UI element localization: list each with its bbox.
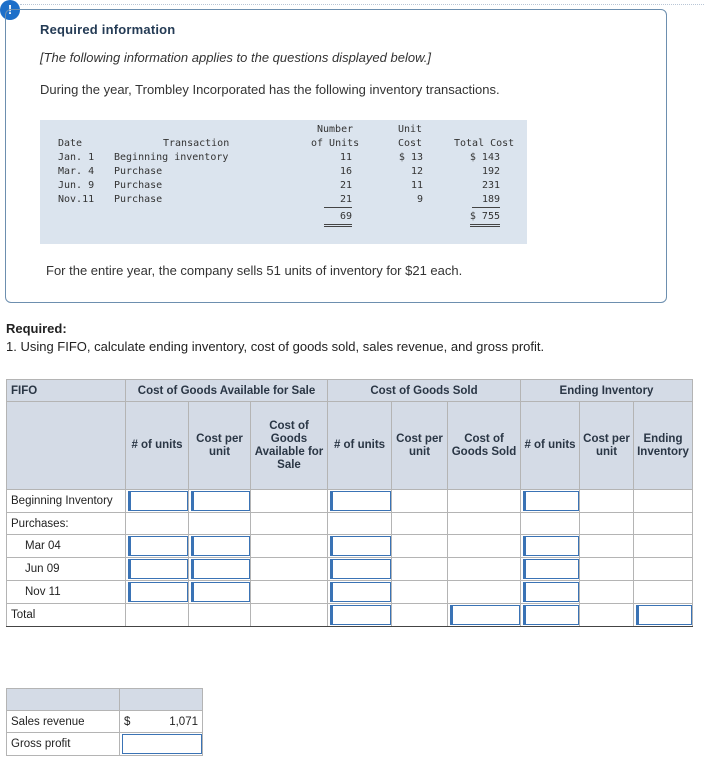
info-italic-note: [The following information applies to the questions displayed below.] [40, 50, 431, 65]
cost-subtotal-rule [472, 207, 500, 208]
inventory-transactions-table [40, 120, 527, 244]
currency-symbol: $ [124, 715, 131, 728]
info-title: Required information [40, 22, 176, 37]
row4-total-cost: 189 [481, 194, 500, 205]
group-cost-sold: Cost of Goods Sold [328, 380, 521, 402]
jun-end-units-input[interactable] [523, 559, 579, 579]
header-date: Date [58, 138, 83, 149]
row3-transaction: Purchase [114, 180, 163, 191]
row-label-nov: Nov 11 [7, 581, 126, 604]
mar-sold-units-input[interactable] [330, 536, 391, 556]
group-cost-available: Cost of Goods Available for Sale [126, 380, 328, 402]
top-divider [20, 4, 704, 5]
total-cogs-input[interactable] [450, 605, 520, 625]
col-sold-units: # of units [328, 402, 392, 490]
row2-transaction: Purchase [114, 166, 163, 177]
row1-date: Jan. 1 [58, 152, 95, 163]
total-cost: $ 755 [469, 211, 500, 222]
row1-transaction: Beginning inventory [114, 152, 229, 163]
beginning-sold-units-input[interactable] [330, 491, 391, 511]
sales-revenue-value-cell [120, 711, 203, 733]
total-units: 69 [339, 211, 352, 222]
nov-end-units-input[interactable] [523, 582, 579, 602]
fifo-label: FIFO [7, 380, 126, 402]
sales-revenue-label: Sales revenue [7, 711, 120, 733]
col-end-units: # of units [521, 402, 580, 490]
beginning-end-units-input[interactable] [523, 491, 579, 511]
group-ending-inventory: Ending Inventory [521, 380, 693, 402]
mar-end-units-input[interactable] [523, 536, 579, 556]
sales-revenue-value: 1,071 [169, 715, 198, 728]
table-row [7, 490, 693, 513]
mar-avail-cost-input[interactable] [191, 536, 250, 556]
fifo-worksheet [6, 379, 693, 627]
beginning-avail-units-input[interactable] [128, 491, 188, 511]
nov-sold-units-input[interactable] [330, 582, 391, 602]
row4-date: Nov.11 [58, 194, 95, 205]
row4-unit-cost: 9 [416, 194, 423, 205]
sales-header-blank-2 [120, 689, 203, 711]
row3-units: 21 [339, 180, 352, 191]
cost-total-double-rule [470, 224, 500, 227]
total-end-units-input[interactable] [523, 605, 579, 625]
row-label-beginning: Beginning Inventory [7, 490, 126, 513]
nov-avail-cost-input[interactable] [191, 582, 250, 602]
beginning-avail-cost-input[interactable] [191, 491, 250, 511]
info-sell-note: For the entire year, the company sells 51 units of inventory for $21 each. [46, 263, 463, 278]
units-total-double-rule [324, 224, 352, 227]
col-avail-units: # of units [126, 402, 189, 490]
jun-avail-cost-input[interactable] [191, 559, 250, 579]
row-label-total: Total [7, 604, 126, 627]
table-row [7, 581, 693, 604]
gross-profit-label: Gross profit [7, 733, 120, 756]
row4-units: 21 [339, 194, 352, 205]
total-ending-inventory-input[interactable] [636, 605, 692, 625]
row3-unit-cost: 11 [410, 180, 423, 191]
jun-sold-units-input[interactable] [330, 559, 391, 579]
header-transaction: Transaction [163, 138, 230, 149]
row3-total-cost: 231 [481, 180, 500, 191]
col-avail-total: Cost of Goods Available for Sale [251, 402, 328, 490]
required-question: 1. Using FIFO, calculate ending inventory, cost of goods sold, sales revenue, and gross profit. [6, 339, 545, 354]
nov-avail-units-input[interactable] [128, 582, 188, 602]
row2-date: Mar. 4 [58, 166, 95, 177]
required-label: Required: [6, 321, 67, 336]
header-units-line2: of Units [311, 138, 360, 149]
row1-total-cost: $ 143 [469, 152, 500, 163]
jun-avail-units-input[interactable] [128, 559, 188, 579]
sales-header-blank-1 [7, 689, 120, 711]
header-cost-line1: Unit [398, 124, 423, 135]
row2-total-cost: 192 [481, 166, 500, 177]
header-blank [7, 402, 126, 490]
header-total-cost: Total Cost [454, 138, 515, 149]
col-end-cost: Cost per unit [580, 402, 634, 490]
total-sold-units-input[interactable] [330, 605, 391, 625]
row3-date: Jun. 9 [58, 180, 95, 191]
table-row [7, 513, 693, 535]
table-row [7, 535, 693, 558]
row-label-jun: Jun 09 [7, 558, 126, 581]
col-end-total: Ending Inventory [634, 402, 693, 490]
col-sold-total: Cost of Goods Sold [448, 402, 521, 490]
mar-avail-units-input[interactable] [128, 536, 188, 556]
table-row [7, 558, 693, 581]
col-avail-cost: Cost per unit [189, 402, 251, 490]
header-units-line1: Number [317, 124, 354, 135]
alert-icon: ! [0, 0, 20, 20]
row-label-mar: Mar 04 [7, 535, 126, 558]
row4-transaction: Purchase [114, 194, 163, 205]
row1-units: 11 [339, 152, 352, 163]
row1-unit-cost: $ 13 [398, 152, 423, 163]
header-cost-line2: Cost [398, 138, 423, 149]
sales-summary-table [6, 688, 203, 756]
row-label-purchases: Purchases: [7, 513, 126, 535]
col-sold-cost: Cost per unit [392, 402, 448, 490]
row2-units: 16 [339, 166, 352, 177]
info-intro: During the year, Trombley Incorporated has the following inventory transactions. [40, 82, 500, 97]
units-subtotal-rule [324, 207, 352, 208]
row2-unit-cost: 12 [410, 166, 423, 177]
table-row [7, 604, 693, 627]
gross-profit-input[interactable] [122, 734, 202, 754]
